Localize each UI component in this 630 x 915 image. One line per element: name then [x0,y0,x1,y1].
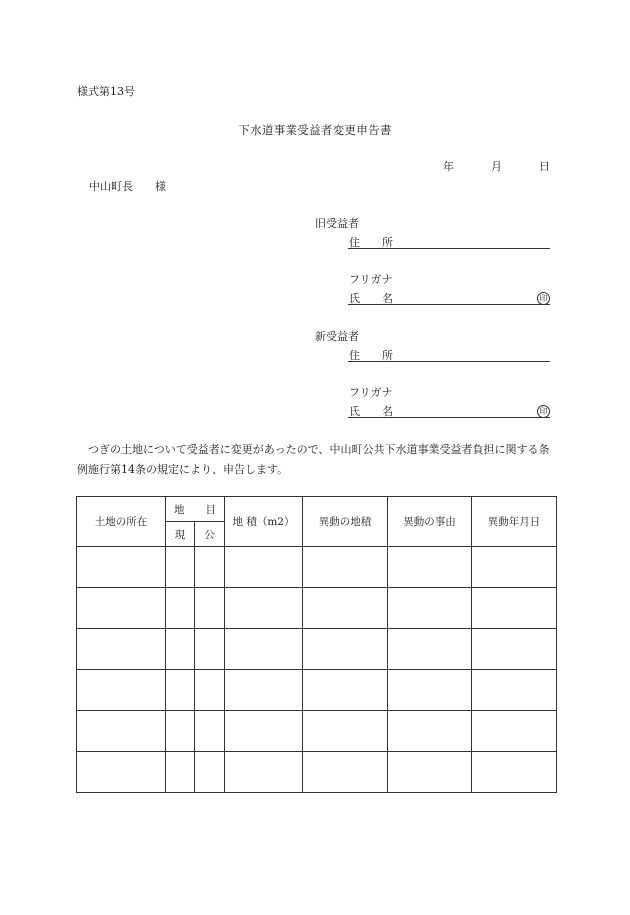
table-cell[interactable] [166,588,195,629]
table-cell[interactable] [195,752,225,793]
table-cell[interactable] [166,752,195,793]
table-cell[interactable] [225,752,303,793]
table-cell[interactable] [77,670,166,711]
header-location: 土地の所在 [77,497,166,547]
table-cell[interactable] [77,547,166,588]
table-row [77,752,557,793]
table-cell[interactable] [195,547,225,588]
table-cell[interactable] [166,711,195,752]
header-reason: 異動の事由 [388,497,472,547]
date-year-label: 年 [443,160,454,173]
addressee: 中山町長 様 [89,180,166,193]
table-cell[interactable] [472,629,557,670]
table-row [77,588,557,629]
new-name-label: 氏 名 [349,405,393,418]
table-cell[interactable] [472,752,557,793]
table-cell[interactable] [303,629,388,670]
table-cell[interactable] [472,588,557,629]
table-row [77,670,557,711]
table-cell[interactable] [225,670,303,711]
new-name-field[interactable] [348,417,550,418]
table-cell[interactable] [472,711,557,752]
date-month-label: 月 [491,160,502,173]
header-land-category: 地 目 [166,497,225,522]
table-cell[interactable] [195,711,225,752]
table-row [77,629,557,670]
header-area: 地 積（m2） [225,497,303,547]
new-beneficiary-heading: 新受益者 [315,330,359,343]
date-day-label: 日 [539,160,550,173]
old-address-field[interactable] [348,248,550,249]
table-cell[interactable] [388,711,472,752]
old-furigana-label: フリガナ [349,273,393,286]
table-cell[interactable] [388,629,472,670]
old-beneficiary-heading: 旧受益者 [315,217,359,230]
table-cell[interactable] [303,670,388,711]
old-name-field[interactable] [348,304,550,305]
new-seal-mark: 印 [537,405,550,418]
table-cell[interactable] [388,588,472,629]
table-cell[interactable] [166,629,195,670]
table-cell[interactable] [166,670,195,711]
table-cell[interactable] [303,711,388,752]
form-number: 様式第13号 [77,85,135,98]
table-cell[interactable] [303,588,388,629]
declaration-text: つぎの土地について受益者に変更があったので、中山町公共下水道事業受益者負担に関する条例施行第14条の規定により、申告します。 [77,443,550,476]
table-cell[interactable] [225,711,303,752]
new-address-field[interactable] [348,361,550,362]
table-cell[interactable] [77,752,166,793]
table-cell[interactable] [166,547,195,588]
header-current: 現 [166,522,195,547]
new-address-label: 住 所 [349,349,393,362]
header-change-date: 異動年月日 [472,497,557,547]
table-cell[interactable] [195,670,225,711]
table-cell[interactable] [77,711,166,752]
table-cell[interactable] [303,752,388,793]
table-cell[interactable] [388,752,472,793]
table-cell[interactable] [388,670,472,711]
table-cell[interactable] [225,588,303,629]
header-public: 公 [195,522,225,547]
table-cell[interactable] [77,588,166,629]
new-furigana-label: フリガナ [349,386,393,399]
old-address-label: 住 所 [349,236,393,249]
land-table [76,496,557,793]
table-row [77,547,557,588]
table-cell[interactable] [472,670,557,711]
table-cell[interactable] [472,547,557,588]
table-cell[interactable] [77,629,166,670]
document-title: 下水道事業受益者変更申告書 [238,123,392,137]
table-cell[interactable] [195,629,225,670]
table-cell[interactable] [225,547,303,588]
table-cell[interactable] [388,547,472,588]
table-row [77,711,557,752]
old-name-label: 氏 名 [349,292,393,305]
header-changed-area: 異動の地積 [303,497,388,547]
old-seal-mark: 印 [537,292,550,305]
table-cell[interactable] [303,547,388,588]
table-cell[interactable] [195,588,225,629]
table-cell[interactable] [225,629,303,670]
